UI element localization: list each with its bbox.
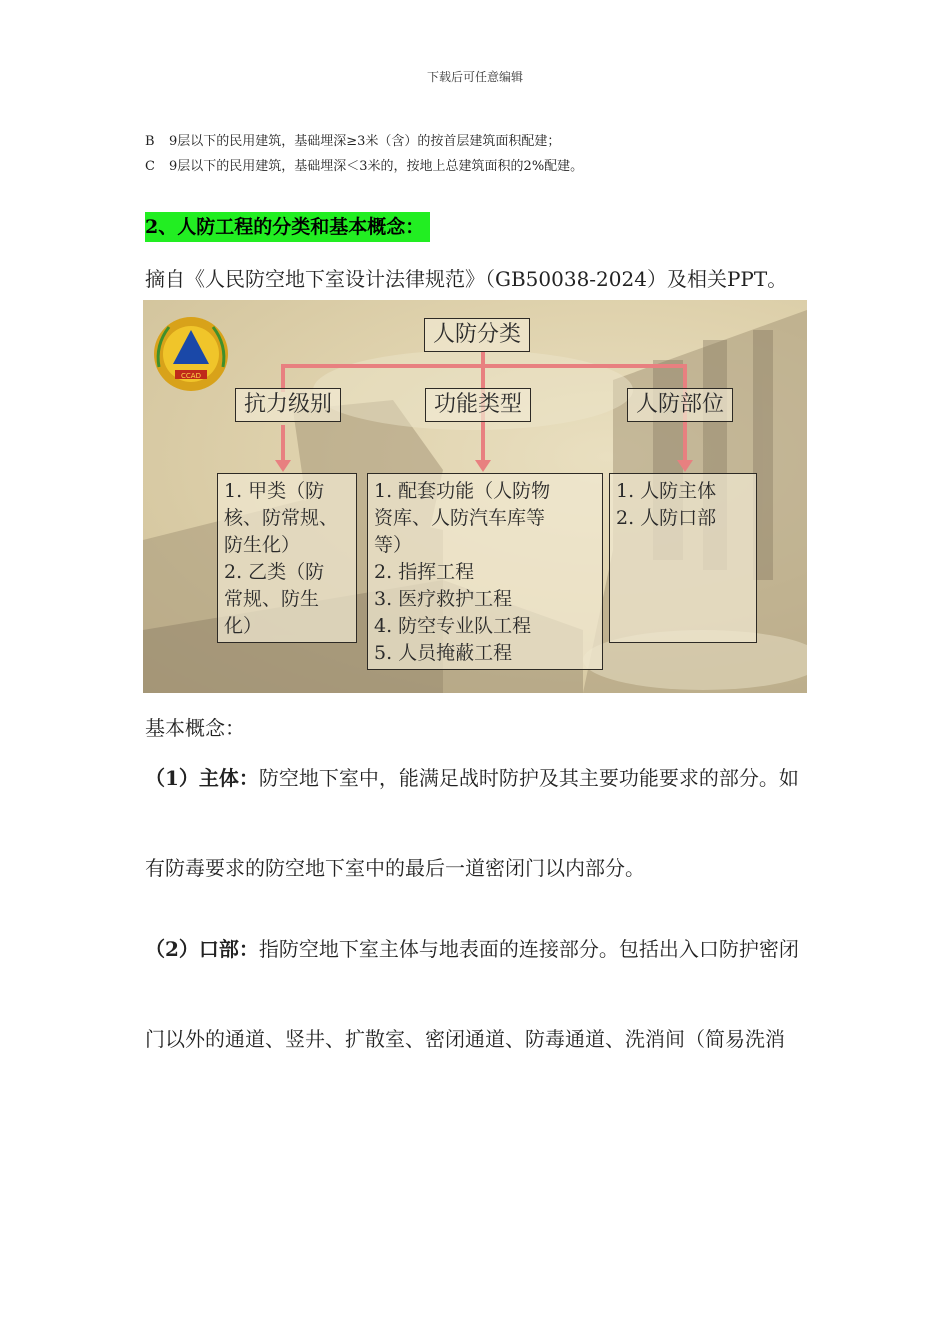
concept-text: 指防空地下室主体与地表面的连接部分。包括出入口防护密闭 xyxy=(258,937,799,961)
list-entry: 2. 人防口部 xyxy=(616,507,717,529)
list-entry: 等） xyxy=(374,534,413,556)
list-entry: 资库、人防汽车库等 xyxy=(374,507,546,529)
list-entry: 1. 配套功能（人防物 xyxy=(374,480,551,502)
arrow-head xyxy=(275,460,291,472)
source-quote: 摘自《人民防空地下室设计法律规范》（GB50038-2024）及相关PPT。 xyxy=(145,267,788,291)
list-item-text: 9层以下的民用建筑，基础埋深≥3米（含）的按首层建筑面积配建； xyxy=(169,134,561,149)
list-entry: 2. 乙类（防 xyxy=(224,561,325,583)
function-type-list xyxy=(367,473,603,670)
concept-paragraph xyxy=(145,762,799,791)
list-entry: 常规、防生 xyxy=(224,588,320,610)
concept-text: 防空地下室中，能满足战时防护及其主要功能要求的部分。如 xyxy=(258,766,799,790)
list-entry: 5. 人员掩蔽工程 xyxy=(374,642,513,664)
branch-node: 功能类型 xyxy=(425,388,531,422)
concept-paragraph xyxy=(145,933,799,962)
concept-paragraph-continued: 门以外的通道、竖井、扩散室、密闭通道、防毒通道、洗消间（简易洗消 xyxy=(145,1027,785,1051)
list-item-mark: C xyxy=(145,159,155,174)
section-title: 2、人防工程的分类和基本概念： xyxy=(145,212,430,242)
list-entry: 1. 甲类（防 xyxy=(224,480,325,502)
branch-node: 人防部位 xyxy=(627,388,733,422)
defense-part-list xyxy=(609,473,757,643)
list-entry: 4. 防空专业队工程 xyxy=(374,615,532,637)
list-entry: 1. 人防主体 xyxy=(616,480,717,502)
list-entry: 3. 医疗救护工程 xyxy=(374,588,513,610)
resistance-level-list xyxy=(217,473,357,643)
root-node: 人防分类 xyxy=(424,318,530,352)
list-entry: 防生化） xyxy=(224,534,301,556)
list-item-mark: B xyxy=(145,134,155,149)
civil-defense-emblem-icon xyxy=(149,315,233,393)
list-item xyxy=(145,130,560,149)
concept-term: （2）口部： xyxy=(145,937,259,961)
concept-paragraph-continued: 有防毒要求的防空地下室中的最后一道密闭门以内部分。 xyxy=(145,856,645,880)
list-item xyxy=(145,155,583,174)
list-item-text: 9层以下的民用建筑，基础埋深＜3米的，按地上总建筑面积的2%配建。 xyxy=(169,159,584,174)
emblem-text: CCAD xyxy=(181,372,201,380)
basic-concepts-label: 基本概念： xyxy=(145,716,245,740)
list-entry: 核、防常规、 xyxy=(224,507,339,529)
list-entry: 化） xyxy=(224,615,263,637)
list-entry: 2. 指挥工程 xyxy=(374,561,475,583)
classification-figure xyxy=(143,300,807,693)
page-header: 下载后可任意编辑 xyxy=(426,70,523,84)
branch-node: 抗力级别 xyxy=(235,388,341,422)
arrow-head xyxy=(475,460,491,472)
concept-term: （1）主体： xyxy=(145,766,259,790)
